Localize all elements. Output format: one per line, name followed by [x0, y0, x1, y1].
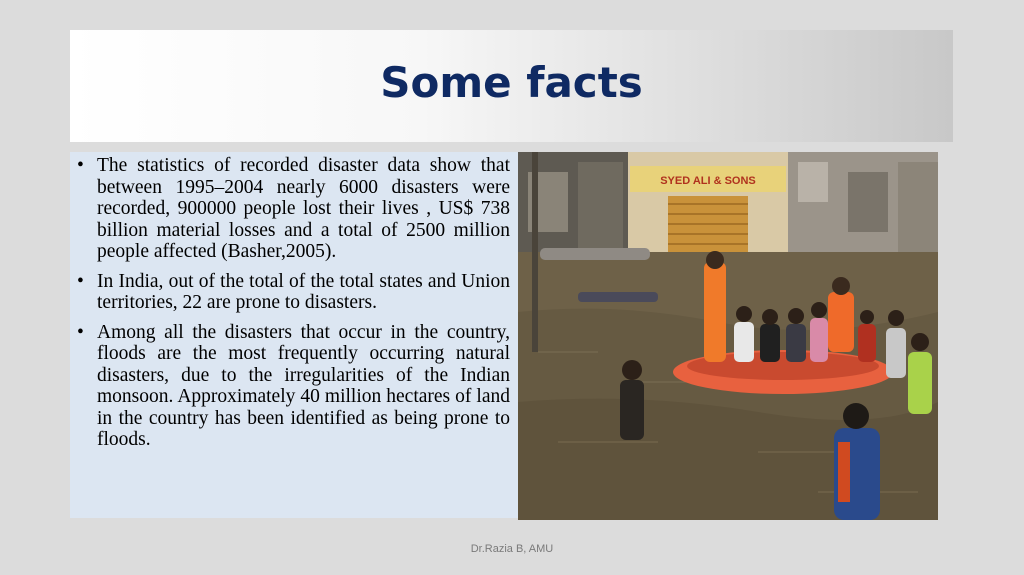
flood-photo: [518, 152, 938, 520]
bullet-text: The statistics of recorded disaster data show that between 1995–2004 nearly 6000 disasters were recorded, 900000 people lost their lives , US$ 738 billion material losses and a total of 2500 million people affected (Basher,2005).: [97, 155, 510, 262]
bullet-dot: •: [77, 321, 84, 343]
bullet-text: Among all the disasters that occur in the country, floods are the most frequently occurring natural disasters, due to the irregularities of the Indian monsoon. Approximately 40 million hectares of land in the country has been identified as being prone to floods.: [97, 321, 510, 450]
bullet-list: [76, 155, 510, 459]
bullet-dot: •: [77, 270, 84, 292]
bullet-item: [76, 322, 510, 451]
bullet-item: [76, 155, 510, 263]
bullet-item: [76, 271, 510, 314]
shop-sign-text: SYED ALI & SONS: [660, 175, 756, 187]
footer-credit: Dr.Razia B, AMU: [470, 543, 554, 555]
flood-scene-illustration: [518, 152, 938, 520]
bullet-dot: •: [77, 155, 84, 176]
slide-title: Some facts: [380, 58, 643, 107]
title-bar: [70, 30, 953, 142]
bullet-text: In India, out of the total of the total states and Union territories, 22 are prone to disasters.: [97, 270, 510, 313]
